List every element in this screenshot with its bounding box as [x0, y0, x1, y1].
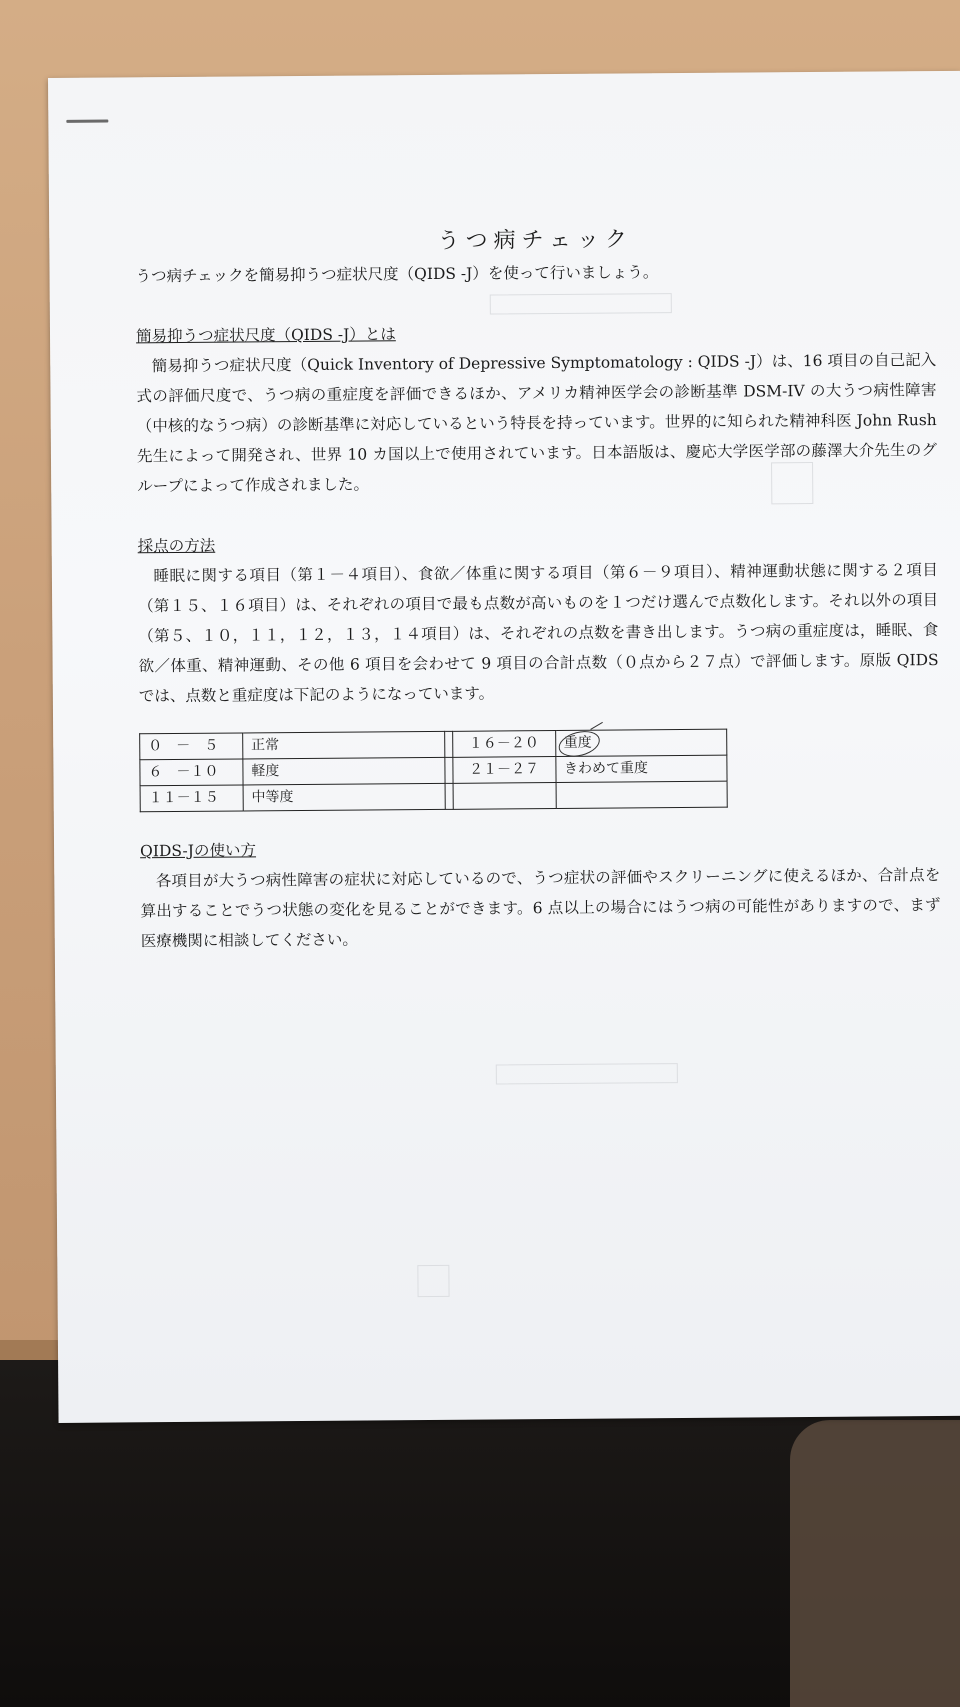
- score-range: １６－２０: [452, 731, 555, 758]
- show-through-box: [417, 1265, 449, 1297]
- score-range: １１－１５: [140, 785, 243, 812]
- severity-label: 正常: [242, 731, 445, 759]
- score-range: ６ －１０: [140, 759, 243, 786]
- section-body-scoring: 睡眠に関する項目（第１－４項目）、食欲／体重に関する項目（第６－９項目）、精神運動状態に関する２項目（第１５、１６項目）は、それぞれの項目で最も点数が高いものを１つだけ選んで点数化します。それ以外の項目（第５、１０，１１，１２，１３，１４項目）は、それぞれの点数を書き出します。うつ病の重症度は，睡眠、食欲／体重、精神運動、その他 6 項目を会わせて 9 項目の合計点数（０点から２７点）で評価します。原版 QIDS では、点数と重症度は下記のようになっています。: [138, 561, 939, 706]
- severity-label: きわめて重度: [555, 755, 727, 782]
- show-through-box: [496, 1063, 678, 1084]
- section-heading-scoring: 採点の方法: [137, 536, 216, 556]
- page-title: うつ病チェック: [437, 227, 634, 254]
- severity-label-circled: [555, 729, 727, 756]
- intro-text: うつ病チェックを簡易抑うつ症状尺度（QIDS -J）を使って行いましょう。: [135, 263, 659, 286]
- score-range: ２１－２７: [453, 757, 556, 784]
- score-range: [453, 783, 556, 810]
- severity-label: 中等度: [243, 783, 446, 811]
- section-body-about: 簡易抑うつ症状尺度（Quick Inventory of Depressive Symptomatology : QIDS -J）は、16 項目の自己記入式の評価尺度で、うつ病の重症度を評価できるほか、アメリカ精神医学会の診断基準 DSM-IV の大うつ病性障害（中核的なうつ病）の診断基準に対応しているという特長を持っています。世界的に知られた精神科医 John Rush 先生によって開発され、世界 10 カ国以上で使用されています。日本語版は、慶応大学医学部の藤澤大介先生のグループによって作成されました。: [136, 351, 938, 496]
- score-table: [139, 729, 728, 813]
- paper-sheet: [48, 71, 960, 1423]
- severity-label: 重度: [563, 734, 592, 751]
- section-heading-about: 簡易抑うつ症状尺度（QIDS -J）とは: [135, 325, 396, 346]
- severity-label: 軽度: [243, 757, 446, 785]
- document-body: [135, 221, 941, 956]
- severity-label: [556, 781, 728, 808]
- section-heading-usage: QIDS-Jの使い方: [140, 841, 257, 861]
- section-body-usage: 各項目が大うつ病性障害の症状に対応しているので、うつ症状の評価やスクリーニングに使えるほか、合計点を算出することでうつ状態の変化を見ることができます。6 点以上の場合にはうつ病の可能性がありますので、まず医療機関に相談してください。: [140, 866, 941, 951]
- staple-mark: [66, 120, 108, 123]
- score-range: ０ － ５: [140, 733, 243, 760]
- floor-patch: [790, 1420, 960, 1707]
- table-row: [140, 781, 727, 812]
